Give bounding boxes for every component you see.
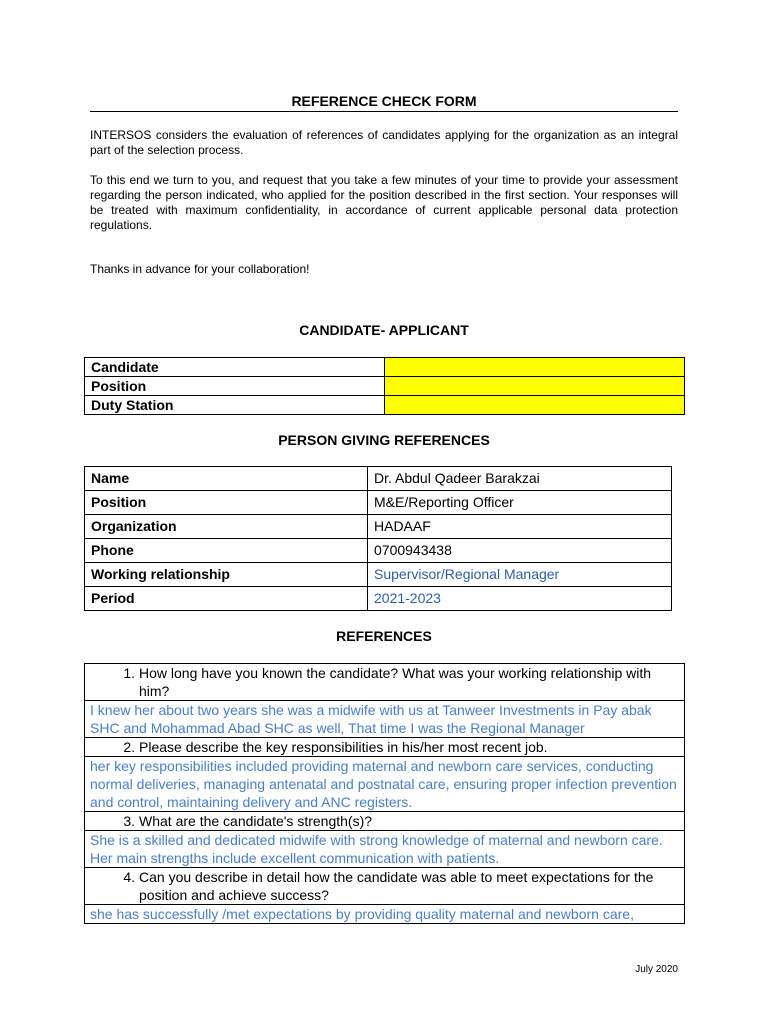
- question-row-1: [85, 664, 685, 701]
- references-table: [84, 663, 685, 924]
- table-row: [85, 491, 672, 515]
- question-cell-1: [85, 664, 685, 701]
- candidate-table: [84, 357, 685, 415]
- candidate-label: Candidate: [85, 358, 385, 377]
- question-text-4: Can you describe in detail how the candidate was able to meet expectations for the position and achieve success?: [139, 869, 654, 903]
- duty-station-label: Duty Station: [85, 396, 385, 415]
- name-label: Name: [85, 467, 368, 491]
- footer-date: July 2020: [635, 964, 678, 975]
- question-row-4: [85, 868, 685, 905]
- intro-paragraph-2: To this end we turn to you, and request that you take a few minutes of your time to provide your assessment regarding the person indicated, who applied for the position described in the first section. Your responses will be treated with maximum confidentiality, in accordance of current applicable personal data protection regulations.: [90, 173, 678, 232]
- period-label: Period: [85, 587, 368, 611]
- duty-station-row: [85, 396, 685, 415]
- intro-paragraph-1: INTERSOS considers the evaluation of references of candidates applying for the organization as an integral part of the selection process.: [90, 128, 678, 157]
- answer-text-4[interactable]: she has successfully /met expectations by providing quality maternal and newborn care,: [85, 905, 685, 924]
- question-number-2: 2.: [123, 739, 135, 755]
- candidate-row: [85, 358, 685, 377]
- phone-value: 0700943438: [368, 539, 672, 563]
- question-cell-2: [85, 738, 685, 757]
- question-cell-4: [85, 868, 685, 905]
- question-number-4: 4.: [123, 869, 135, 885]
- answer-row-3: [85, 831, 685, 868]
- duty-station-value[interactable]: [385, 396, 685, 415]
- answer-text-1[interactable]: I knew her about two years she was a midwife with us at Tanweer Investments in Pay abak SHC and Mohammad Abad SHC as well, That time I was the Regional Manager: [85, 701, 685, 738]
- answer-text-2[interactable]: her key responsibilities included providing maternal and newborn care services, conducting normal deliveries, managing antenatal and postnatal care, ensuring proper infection prevention and control, maintaining delivery and ANC registers.: [85, 757, 685, 812]
- candidate-section-heading: CANDIDATE- APPLICANT: [299, 322, 469, 338]
- referee-section-heading: PERSON GIVING REFERENCES: [278, 432, 490, 448]
- table-row: [85, 563, 672, 587]
- intro-paragraph-3: Thanks in advance for your collaboration!: [90, 262, 310, 276]
- answer-row-2: [85, 757, 685, 812]
- question-number-1: 1.: [123, 665, 135, 681]
- position-label: Position: [85, 377, 385, 396]
- position-value[interactable]: [385, 377, 685, 396]
- name-value: Dr. Abdul Qadeer Barakzai: [368, 467, 672, 491]
- candidate-value[interactable]: [385, 358, 685, 377]
- question-row-2: [85, 738, 685, 757]
- working-relationship-value: Supervisor/Regional Manager: [368, 563, 672, 587]
- table-row: [85, 467, 672, 491]
- question-number-3: 3.: [123, 813, 135, 829]
- phone-label: Phone: [85, 539, 368, 563]
- question-cell-3: [85, 812, 685, 831]
- question-text-3: What are the candidate's strength(s)?: [139, 813, 373, 829]
- position-row: [85, 377, 685, 396]
- table-row: [85, 539, 672, 563]
- period-value: 2021-2023: [368, 587, 672, 611]
- position-value: M&E/Reporting Officer: [368, 491, 672, 515]
- references-section-heading: REFERENCES: [336, 628, 432, 644]
- question-text-1: How long have you known the candidate? What was your working relationship with him?: [139, 665, 652, 699]
- referee-table: [84, 466, 672, 611]
- answer-row-4: [85, 905, 685, 924]
- organization-label: Organization: [85, 515, 368, 539]
- table-row: [85, 587, 672, 611]
- answer-text-3[interactable]: She is a skilled and dedicated midwife with strong knowledge of maternal and newborn care. Her main strengths include excellent communication with patients.: [85, 831, 685, 868]
- organization-value: HADAAF: [368, 515, 672, 539]
- table-row: [85, 515, 672, 539]
- form-title: REFERENCE CHECK FORM: [90, 93, 678, 112]
- working-relationship-label: Working relationship: [85, 563, 368, 587]
- question-row-3: [85, 812, 685, 831]
- answer-row-1: [85, 701, 685, 738]
- position-label: Position: [85, 491, 368, 515]
- question-text-2: Please describe the key responsibilities in his/her most recent job.: [139, 739, 548, 755]
